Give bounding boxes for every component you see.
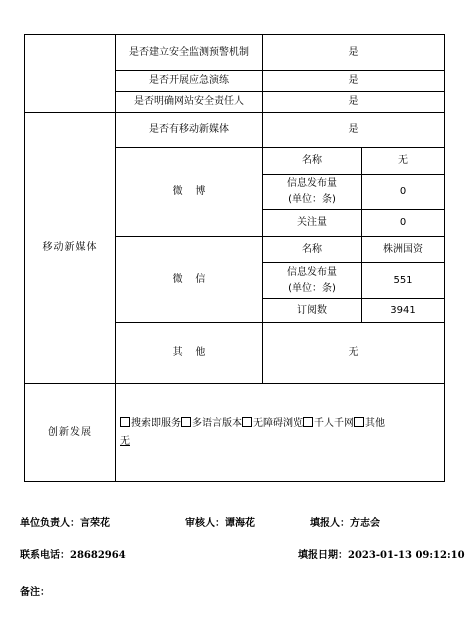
date-label: 填报日期： (298, 550, 348, 561)
checkbox[interactable] (242, 417, 252, 427)
phone-field (20, 546, 126, 561)
other-innovation-value: 无 (120, 435, 130, 447)
answer-cell: 是 (263, 113, 445, 148)
leader-name: 言荣花 (80, 518, 110, 529)
question-cell: 是否明确网站安全责任人 (116, 92, 263, 113)
field-value: 株洲国资 (362, 237, 445, 263)
phone-label: 联系电话： (20, 550, 70, 561)
filler-field (310, 514, 380, 529)
new-media-label: 移动新媒体 (25, 113, 116, 384)
question-cell: 是否开展应急演练 (116, 71, 263, 92)
option-label: 多语言版本 (192, 417, 242, 429)
option-label: 搜索即服务 (131, 417, 181, 429)
option-label: 无障碍浏览 (253, 417, 303, 429)
weibo-label: 微 博 (116, 148, 263, 237)
option-label: 千人千网 (314, 417, 354, 429)
filler-name: 方志会 (350, 518, 380, 529)
checkbox[interactable] (354, 417, 364, 427)
other-label: 其 他 (116, 323, 263, 384)
table-row (25, 35, 445, 71)
leader-field (20, 514, 110, 529)
checkbox[interactable] (181, 417, 191, 427)
reviewer-name: 谭海花 (225, 518, 255, 529)
phone-value: 28682964 (70, 550, 126, 561)
field-value: 无 (362, 148, 445, 175)
other-value: 无 (263, 323, 445, 384)
reviewer-label: 审核人： (185, 518, 225, 529)
date-value: 2023-01-13 09:12:10 (348, 550, 465, 561)
table-row (25, 384, 445, 482)
leader-label: 单位负责人： (20, 518, 80, 529)
filler-label: 填报人： (310, 518, 350, 529)
report-table (24, 34, 445, 482)
table-row (25, 113, 445, 148)
field-label: 信息发布量 (单位：条) (263, 263, 362, 299)
answer-cell: 是 (263, 71, 445, 92)
field-value: 0 (362, 175, 445, 210)
date-field (298, 546, 465, 561)
question-cell (116, 35, 263, 71)
answer-cell: 是 (263, 35, 445, 71)
innovation-options (116, 384, 445, 482)
checkbox[interactable] (303, 417, 313, 427)
question-text: 是否建立安全监测预警机制 (129, 46, 249, 58)
option-label: 其他 (365, 417, 385, 429)
reviewer-field (185, 514, 255, 529)
field-value: 551 (362, 263, 445, 299)
field-value: 0 (362, 210, 445, 237)
answer-cell: 是 (263, 92, 445, 113)
field-label: 名称 (263, 237, 362, 263)
innovation-label: 创新发展 (25, 384, 116, 482)
field-label: 订阅数 (263, 299, 362, 323)
field-label: 关注量 (263, 210, 362, 237)
checkbox[interactable] (120, 417, 130, 427)
wechat-label: 微 信 (116, 237, 263, 323)
field-value: 3941 (362, 299, 445, 323)
blank-section-cell (25, 35, 116, 113)
field-label: 名称 (263, 148, 362, 175)
question-cell: 是否有移动新媒体 (116, 113, 263, 148)
remark-label: 备注： (20, 587, 50, 598)
field-label: 信息发布量 (单位：条) (263, 175, 362, 210)
